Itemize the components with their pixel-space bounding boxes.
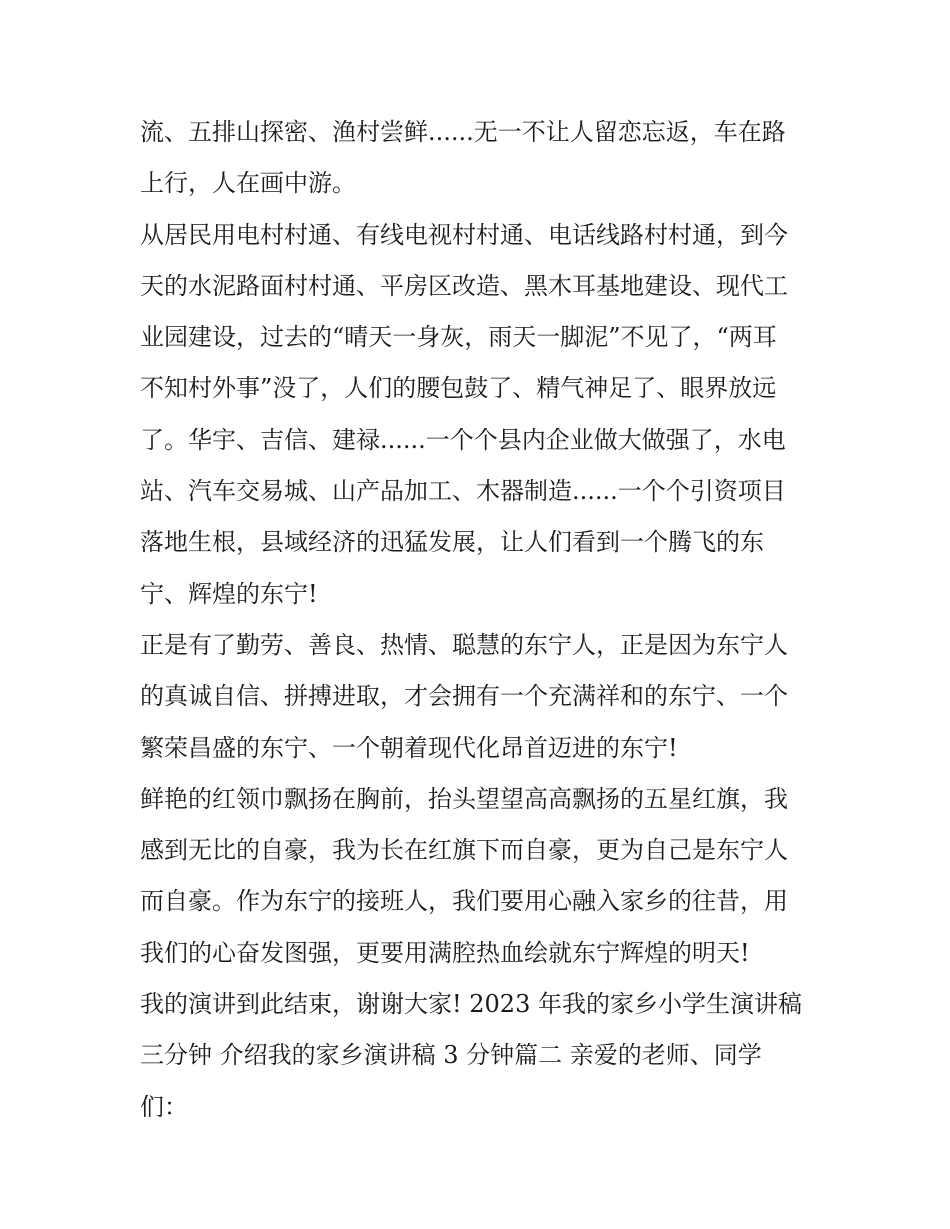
text-line: 了。华宇、吉信、建禄......一个个县内企业做大做强了，水电 bbox=[140, 425, 786, 454]
text-line: 天的水泥路面村村通、平房区改造、黑木耳基地建设、现代工 bbox=[140, 271, 788, 300]
text-line: 而自豪。作为东宁的接班人，我们要用心融入家乡的往昔，用 bbox=[140, 887, 788, 916]
document-body bbox=[140, 107, 830, 1133]
text-line: 不知村外事”没了，人们的腰包鼓了、精气神足了、眼界放远 bbox=[140, 374, 777, 403]
text-line: 站、汽车交易城、山产品加工、木器制造......一个个引资项目 bbox=[140, 477, 786, 506]
text-line: 鲜艳的红领巾飘扬在胸前，抬头望望高高飘扬的五星红旗，我 bbox=[140, 784, 788, 813]
text-line: 正是有了勤劳、善良、热情、聪慧的东宁人，正是因为东宁人 bbox=[140, 630, 788, 659]
text-line: 从居民用电村村通、有线电视村村通、电话线路村村通，到今 bbox=[140, 220, 788, 249]
text-line: 们： bbox=[140, 1092, 188, 1121]
text-line: 业园建设，过去的“晴天一身灰，雨天一脚泥”不见了，“两耳 bbox=[140, 323, 777, 352]
text-line: 落地生根，县域经济的迅猛发展，让人们看到一个腾飞的东 bbox=[140, 528, 764, 557]
text-line: 上行，人在画中游。 bbox=[140, 169, 356, 198]
text-line: 我的演讲到此结束，谢谢大家! 2023 年我的家乡小学生演讲稿 bbox=[140, 990, 802, 1019]
text-line: 宁、辉煌的东宁! bbox=[140, 579, 318, 608]
text-line: 流、五排山探密、渔村尝鲜......无一不让人留恋忘返，车在路 bbox=[140, 118, 786, 146]
text-line: 感到无比的自豪，我为长在红旗下而自豪，更为自己是东宁人 bbox=[140, 836, 788, 865]
text-line: 繁荣昌盛的东宁、一个朝着现代化昂首迈进的东宁! bbox=[140, 733, 678, 762]
text-line: 的真诚自信、拼搏进取，才会拥有一个充满祥和的东宁、一个 bbox=[140, 682, 788, 711]
text-line: 我们的心奋发图强，更要用满腔热血绘就东宁辉煌的明天! bbox=[140, 938, 750, 967]
text-line: 三分钟 介绍我的家乡演讲稿 3 分钟篇二 亲爱的老师、同学 bbox=[140, 1041, 762, 1070]
